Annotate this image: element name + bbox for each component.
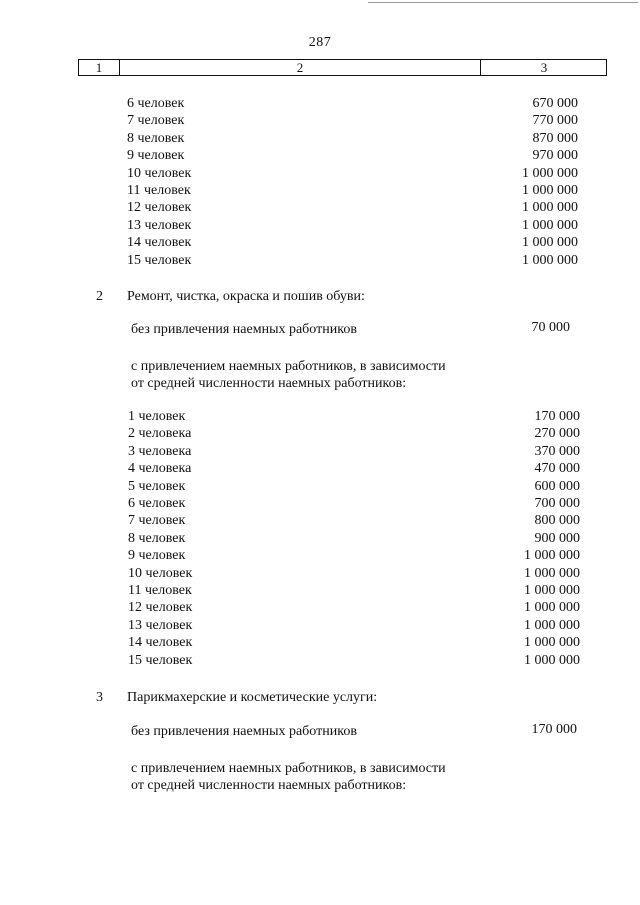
list-item-value: 600 000 [534,478,580,494]
list-item-value: 1 000 000 [524,565,580,581]
list-item [0,130,640,147]
list-item-label: 14 человек [128,635,193,651]
list-item-label: 11 человек [127,183,191,198]
section-3-no-hire-label: без привлечения наемных работников [131,724,357,739]
list-item-value: 900 000 [534,530,580,546]
list-item-value: 370 000 [534,443,580,459]
list-item [0,112,640,129]
list-item-label: 8 человек [128,530,186,546]
list-item-label: 15 человек [127,252,192,268]
list-item-label: 7 человек [128,513,186,529]
list-item-value: 800 000 [534,513,580,529]
list-item [0,217,640,234]
list-item-value: 470 000 [534,461,580,477]
list-item [0,165,640,182]
list-item-label: 9 человек [127,148,185,164]
section-3-no-hire-value: 170 000 [531,722,577,737]
list-item-value: 1 000 000 [522,200,578,216]
list-item-value: 700 000 [534,496,580,511]
list-item-value: 1 000 000 [522,235,578,251]
list-item [0,252,640,269]
list-item [0,234,640,251]
list-item [0,634,640,651]
section-2-hire-line-1: с привлечением наемных работников, в зависимости [131,359,446,374]
list-item-value: 970 000 [532,148,578,164]
list-item-label: 12 человек [127,200,192,216]
list-item [0,547,640,564]
list-item [0,478,640,495]
list-item-label: 8 человек [127,130,185,146]
list-item-label: 10 человек [127,165,192,181]
section-2-title: Ремонт, чистка, окраска и пошив обуви: [127,289,365,304]
list-item [0,182,640,199]
list-item-value: 270 000 [534,426,580,442]
list-item-label: 6 человек [128,496,186,511]
list-item-label: 15 человек [128,652,193,668]
list-item-label: 3 человека [128,443,192,459]
list-item-label: 11 человек [128,583,192,598]
list-item [0,443,640,460]
list-item [0,565,640,582]
list-item-value: 1 000 000 [524,548,580,564]
column-header-table [78,59,607,76]
list-item-value: 670 000 [532,96,578,111]
list-item [0,425,640,442]
list-item-value: 870 000 [532,130,578,146]
list-item-label: 7 человек [127,113,185,129]
section-3-hire-line-1: с привлечением наемных работников, в зависимости [131,761,446,776]
section-2-no-hire-value: 70 000 [531,320,570,335]
section-3-hire-line-2: от средней численности наемных работников: [131,778,407,793]
top-rule [368,2,638,3]
list-item-label: 6 человек [127,96,185,111]
list-item-value: 1 000 000 [524,635,580,651]
list-item-label: 10 человек [128,565,193,581]
list-item [0,495,640,512]
list-item-label: 1 человек [128,409,186,424]
page-number: 287 [308,35,332,50]
list-item [0,460,640,477]
list-item-value: 1 000 000 [522,217,578,233]
section-3-number: 3 [96,690,103,705]
list-item-value: 1 000 000 [522,165,578,181]
list-item-value: 1 000 000 [522,252,578,268]
list-item-value: 1 000 000 [524,600,580,616]
list-item [0,652,640,669]
list-item-label: 14 человек [127,235,192,251]
section-3-title: Парикмахерские и косметические услуги: [127,690,378,705]
list-item-value: 1 000 000 [524,583,580,598]
column-header-3: 3 [480,60,607,75]
list-item [0,408,640,425]
column-header-2: 2 [119,60,480,75]
section-2-no-hire-label: без привлечения наемных работников [131,322,357,337]
list-item [0,512,640,529]
column-header-1: 1 [95,60,103,75]
section-2-hire-line-2: от средней численности наемных работников: [131,376,407,391]
list-item-value: 1 000 000 [522,183,578,198]
list-item-label: 2 человека [128,426,192,442]
list-item-label: 13 человек [127,217,192,233]
list-item [0,599,640,616]
list-item [0,530,640,547]
list-item-value: 1 000 000 [524,617,580,633]
list-item-value: 170 000 [534,409,580,424]
list-item-value: 770 000 [532,113,578,129]
list-item-label: 4 человека [128,461,192,477]
list-item [0,199,640,216]
list-item-label: 9 человек [128,548,186,564]
list-item [0,617,640,634]
list-item [0,95,640,112]
list-item [0,147,640,164]
list-item-value: 1 000 000 [524,652,580,668]
list-item-label: 12 человек [128,600,193,616]
list-item-label: 13 человек [128,617,193,633]
section-2-number: 2 [96,289,103,304]
list-item-label: 5 человек [128,478,186,494]
list-item [0,582,640,599]
